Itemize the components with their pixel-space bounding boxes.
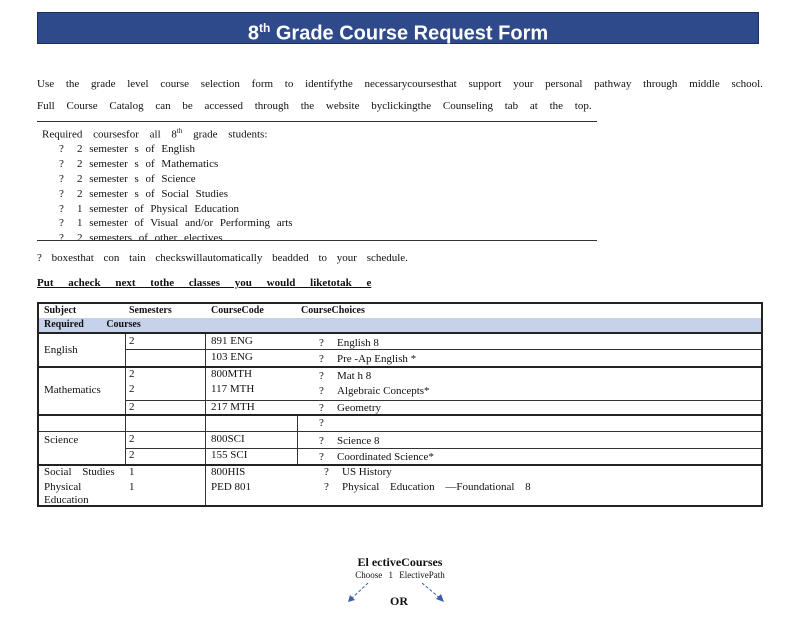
electives-subtitle: Choose 1 ElectivePath xyxy=(355,570,445,580)
title-sup: th xyxy=(258,21,271,35)
required-courses-list xyxy=(42,124,293,246)
subject-english: English xyxy=(44,344,78,356)
course-code-cell: 217 MTH xyxy=(211,401,255,413)
course-code-cell: 117 MTH xyxy=(211,383,255,395)
subject-education: Education xyxy=(44,494,89,506)
list-item: ? 2 semester s of Social Studies xyxy=(59,187,229,200)
list-item: ? 2 semester s of Science xyxy=(59,173,196,186)
course-choice: Algebraic Concepts* xyxy=(337,385,430,397)
semesters-cell: 1 xyxy=(129,481,135,493)
course-choice: Coordinated Science* xyxy=(337,451,434,463)
course-choice: Geometry xyxy=(337,402,381,414)
semesters-cell: 2 xyxy=(129,433,135,445)
course-code-cell: 800MTH xyxy=(211,368,252,380)
auto-add-note: ? boxesthat con tain checkswillautomatically beadded to your schedule. xyxy=(37,252,408,264)
course-code-cell: 800HIS xyxy=(211,466,246,478)
intro-line-2: Full Course Catalog can be accessed through the website byclickingthe Counseling tab at the top. xyxy=(37,100,592,112)
list-item: ? 2 semester s of Mathematics xyxy=(59,158,219,171)
table-header xyxy=(39,304,761,318)
semesters-cell: 2 xyxy=(129,383,135,395)
checkbox-math-8[interactable]: ? xyxy=(319,370,324,382)
subject-science: Science xyxy=(44,434,79,446)
arrow-right-icon xyxy=(422,583,444,602)
course-choice: Mat h 8 xyxy=(337,370,372,382)
title-text: Grade Course Request Form xyxy=(270,22,549,45)
semesters-cell: 2 xyxy=(129,401,135,413)
course-code-cell: 800SCI xyxy=(211,433,245,445)
list-item: ? 1 semester of Visual and/or Performing arts xyxy=(59,217,293,230)
checkbox-pre-ap-english[interactable]: ? xyxy=(319,353,324,365)
header-subject: Subject xyxy=(44,305,77,316)
course-code-cell: 891 ENG xyxy=(211,335,253,347)
or-label: OR xyxy=(390,594,408,608)
course-choice: Pre -Ap English * xyxy=(337,353,417,365)
header-semesters: Semesters xyxy=(129,305,172,316)
intro-line-1: Use the grade level course selection form to identifythe necessarycoursesthat support your personal pathway through middle school. xyxy=(37,78,763,90)
course-code-cell: 103 ENG xyxy=(211,351,253,363)
list-item: ? 2 semester s of English xyxy=(59,143,196,156)
checkbox-coordinated-science[interactable]: ? xyxy=(319,451,324,463)
arrow-left-icon xyxy=(348,583,368,602)
subject-social-studies: Social Studies xyxy=(44,466,115,478)
electives-title: El ectiveCourses xyxy=(357,555,443,569)
checkbox-us-history[interactable]: ? xyxy=(324,466,329,478)
course-choice: US History xyxy=(342,466,392,478)
semesters-cell: 2 xyxy=(129,335,135,347)
checkbox-english-8[interactable]: ? xyxy=(319,337,324,349)
semesters-cell: 1 xyxy=(129,466,135,478)
subject-physical: Physical xyxy=(44,481,82,493)
checkbox-blank[interactable]: ? xyxy=(319,417,324,429)
form-title-banner xyxy=(37,12,759,44)
divider-top xyxy=(37,121,597,122)
header-course-code: CourseCode xyxy=(211,305,264,316)
checkbox-algebraic-concepts[interactable]: ? xyxy=(319,385,324,397)
title-grade: 8 xyxy=(247,22,259,45)
header-course-choices: CourseChoices xyxy=(301,305,365,316)
course-code-cell: 155 SCI xyxy=(211,449,248,461)
list-item: ? 1 semester of Physical Education xyxy=(59,202,240,215)
course-choice: English 8 xyxy=(337,337,379,349)
list-item: ? 2 semesters of other electives xyxy=(59,232,223,245)
divider-bottom xyxy=(37,240,597,241)
semesters-cell: 2 xyxy=(129,368,135,380)
checkbox-science-8[interactable]: ? xyxy=(319,435,324,447)
required-heading: Required coursesfor all 8th grade students: xyxy=(42,127,268,141)
course-choice: Science 8 xyxy=(337,435,380,447)
required-courses-band: Required Courses xyxy=(39,318,761,332)
semesters-cell: 2 xyxy=(129,449,135,461)
elective-courses-section xyxy=(0,555,800,580)
checkbox-physical-education[interactable]: ? xyxy=(324,481,329,493)
course-request-table xyxy=(37,302,763,507)
checkbox-geometry[interactable]: ? xyxy=(319,402,324,414)
course-code-cell: PED 801 xyxy=(211,481,252,493)
course-choice: Physical Education —Foundational 8 xyxy=(342,481,531,493)
instruction-put-check: Put acheck next tothe classes you would liketotak e xyxy=(37,277,372,289)
subject-mathematics: Mathematics xyxy=(44,384,101,396)
